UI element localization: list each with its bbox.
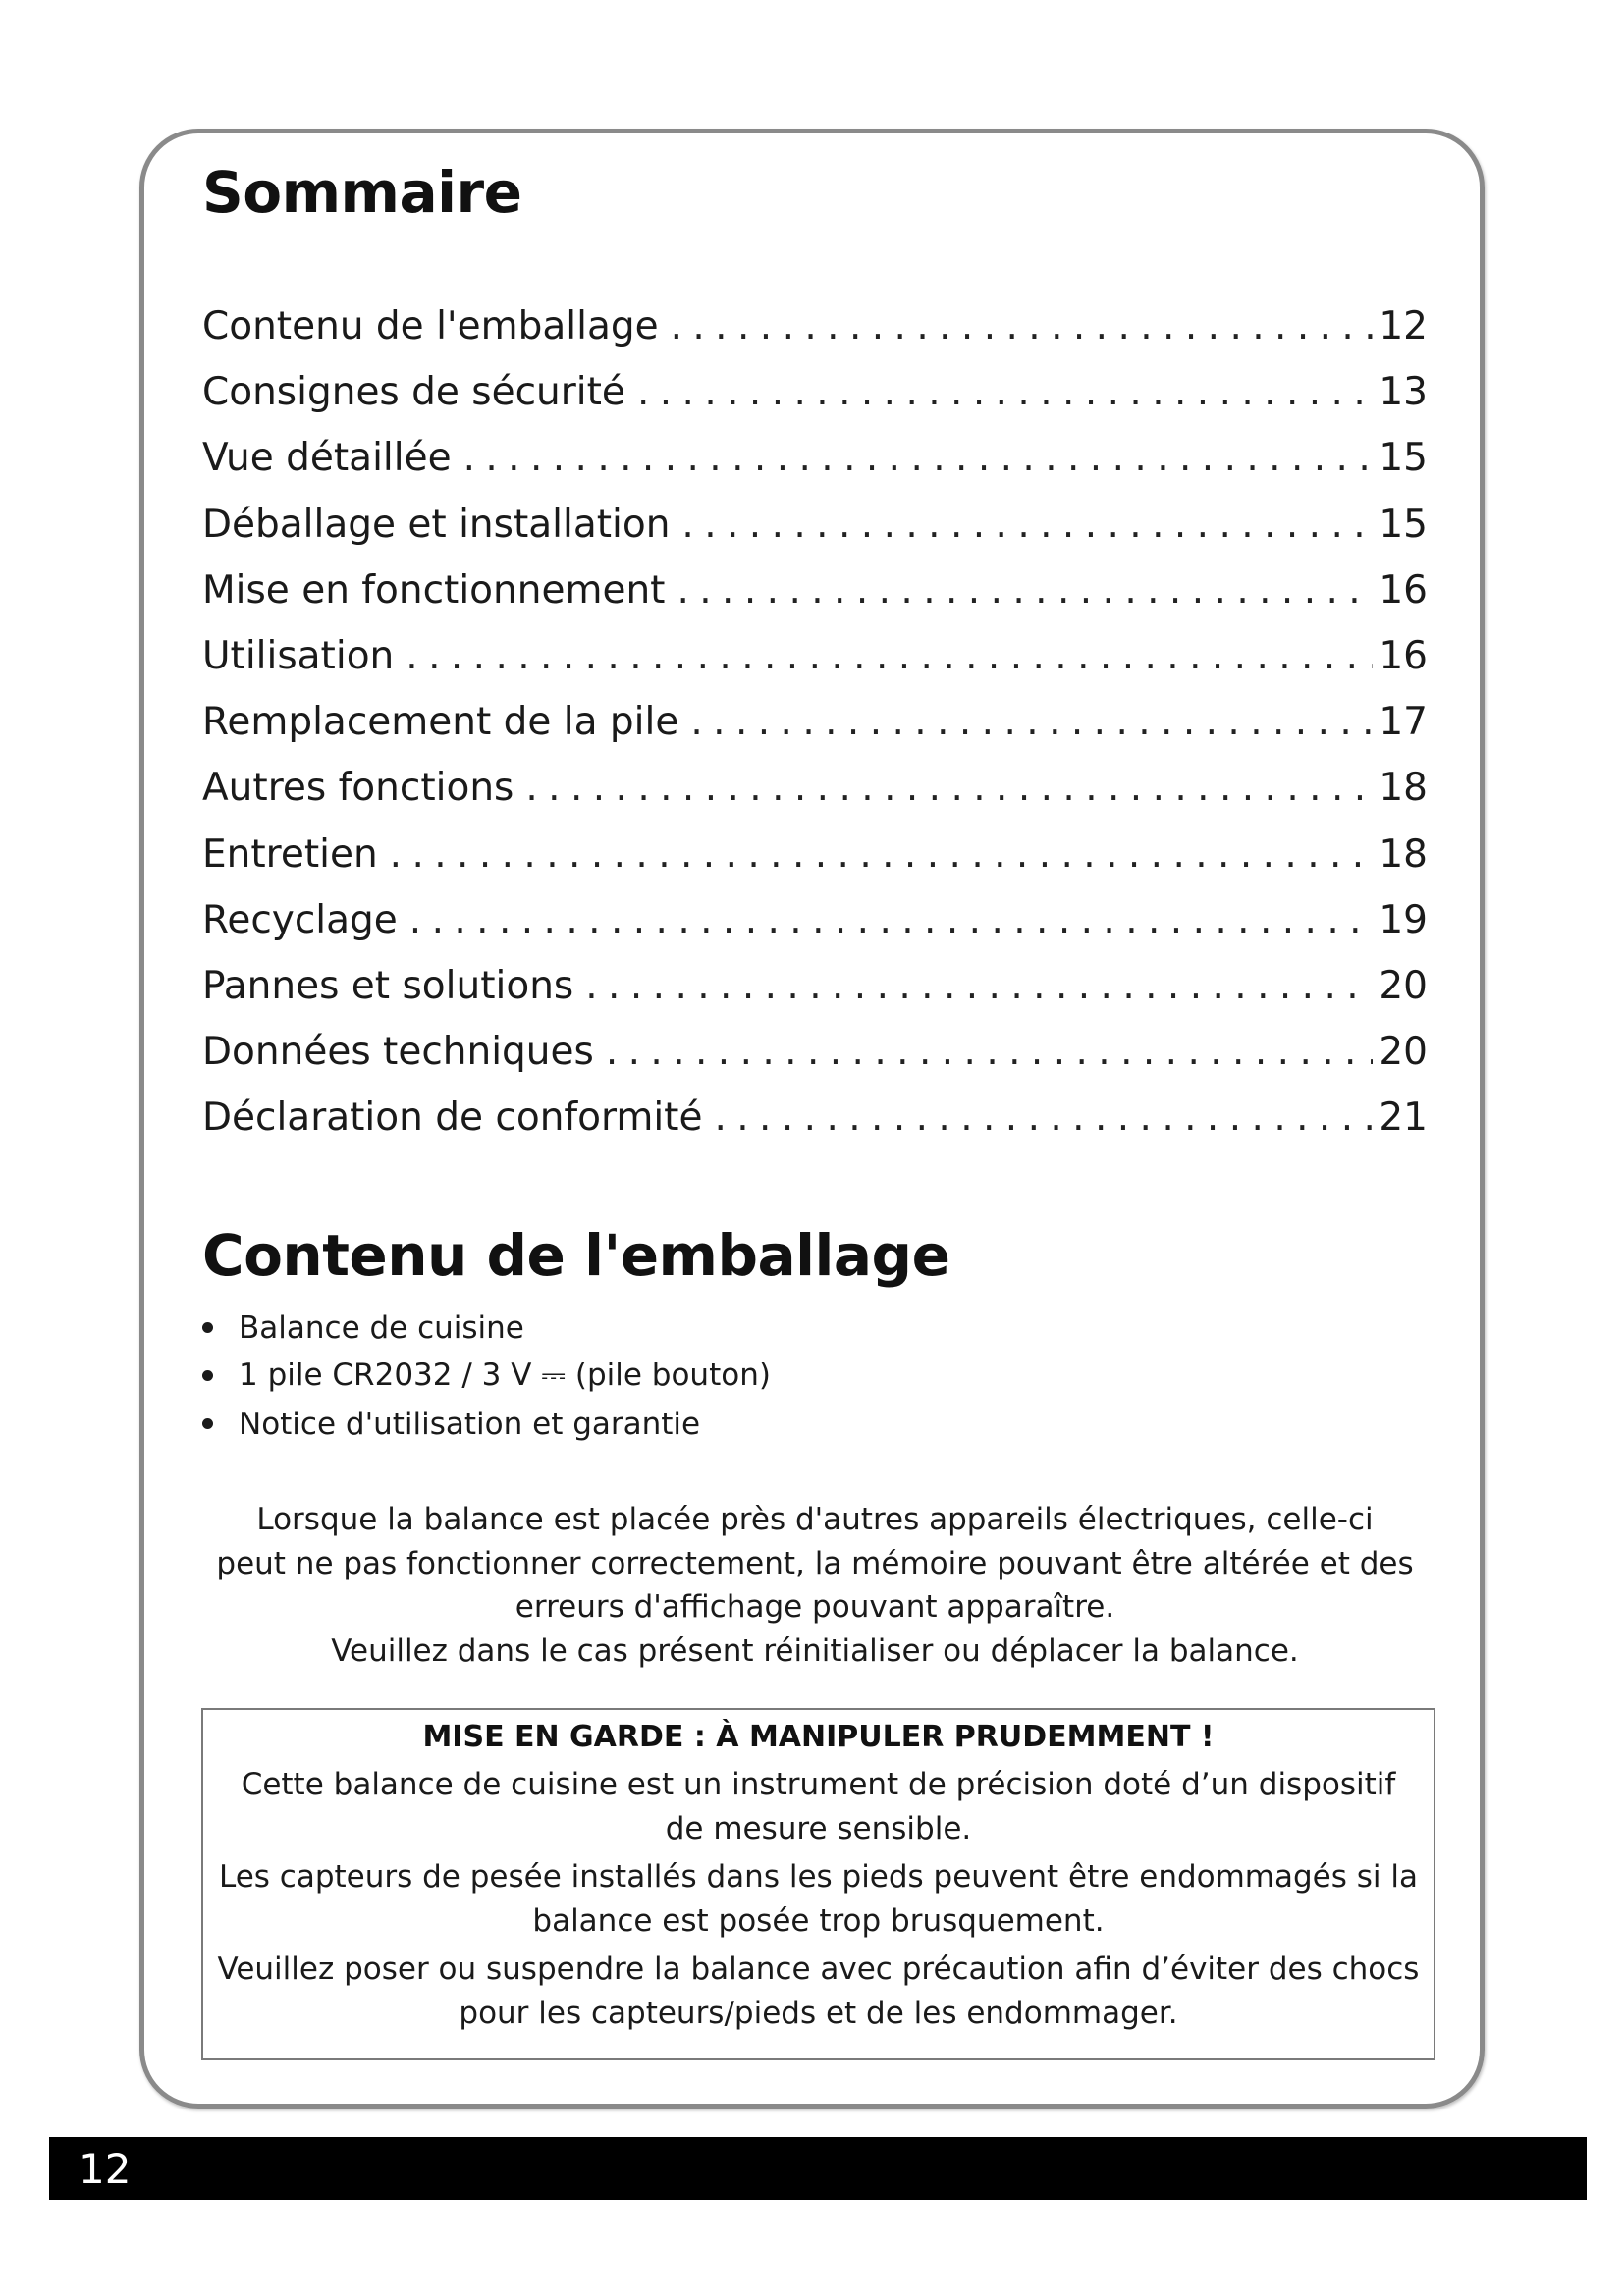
toc-entry-label: Entretien [202,831,378,877]
toc-entry-label: Consignes de sécurité [202,370,625,415]
toc-entry-label: Contenu de l'emballage [202,304,659,348]
note-line: Veuillez dans le cas présent réinitialiser ou déplacer la balance. [331,1632,1299,1669]
list-item-text: Notice d'utilisation et garantie [239,1406,701,1442]
toc-entry-label: Données techniques [202,1030,594,1075]
warning-paragraph [203,1855,1434,1944]
toc-entry-page: 12 [1379,304,1428,348]
toc-leader-dots [681,503,1373,547]
list-item-text: Balance de cuisine [239,1309,524,1346]
toc-entry[interactable] [202,766,1428,831]
toc-entry-label: Recyclage [202,897,398,942]
toc-entry-label: Autres fonctions [202,766,514,811]
toc-leader-dots [406,634,1373,678]
table-of-contents [202,304,1428,1161]
footer-bar [49,2137,1587,2200]
toc-leader-dots [671,304,1374,348]
interference-note [202,1498,1428,1673]
warning-line: balance est posée trop brusquement. [532,1903,1105,1939]
toc-entry-page: 19 [1379,897,1428,942]
toc-leader-dots [390,832,1374,877]
toc-entry-page: 18 [1379,766,1428,811]
toc-entry[interactable] [202,304,1428,370]
list-item [202,1304,771,1352]
warning-title: MISE EN GARDE : À MANIPULER PRUDEMMENT ! [422,1720,1215,1754]
toc-entry-page: 13 [1379,370,1428,415]
toc-entry[interactable] [202,1095,1428,1161]
warning-box [201,1708,1435,2060]
toc-entry-label: Mise en fonctionnement [202,567,666,613]
warning-line: de mesure sensible. [665,1811,972,1846]
package-contents-list [202,1304,771,1448]
toc-entry-page: 21 [1379,1095,1428,1141]
warning-line: Cette balance de cuisine est un instrument de précision doté d’un dispositif [241,1767,1396,1802]
toc-leader-dots [677,568,1373,613]
toc-leader-dots [585,964,1373,1008]
toc-entry-label: Pannes et solutions [202,963,574,1008]
toc-entry-page: 17 [1379,700,1428,745]
note-line: peut ne pas fonctionner correctement, la mémoire pouvant être altérée et des [216,1545,1414,1581]
warning-line: Les capteurs de pesée installés dans les pieds peuvent être endommagés si la [218,1859,1418,1895]
toc-entry-label: Utilisation [202,633,395,678]
toc-entry-page: 20 [1379,1030,1428,1075]
list-item [202,1400,771,1448]
sommaire-title: Sommaire [202,159,522,226]
list-item-text: 1 pile CR2032 / 3 V ⎓ (pile bouton) [239,1358,771,1393]
toc-entry[interactable] [202,700,1428,766]
toc-leader-dots [409,898,1374,942]
contenu-title: Contenu de l'emballage [202,1222,950,1289]
toc-leader-dots [606,1030,1374,1074]
toc-leader-dots [463,436,1374,480]
toc-entry-label: Déballage et installation [202,502,671,547]
toc-leader-dots [714,1095,1373,1140]
toc-entry-page: 20 [1379,963,1428,1008]
toc-leader-dots [637,370,1373,414]
toc-entry-page: 15 [1379,436,1428,481]
toc-entry-page: 16 [1379,567,1428,613]
toc-entry[interactable] [202,370,1428,436]
warning-line: pour les capteurs/pieds et de les endommager. [459,1996,1178,2031]
toc-entry-page: 16 [1379,633,1428,678]
toc-entry-page: 18 [1379,831,1428,877]
toc-entry-label: Déclaration de conformité [202,1095,703,1141]
toc-entry-page: 15 [1379,502,1428,547]
toc-entry[interactable] [202,964,1428,1030]
toc-leader-dots [525,766,1373,810]
bullet-icon [202,1418,213,1429]
toc-entry[interactable] [202,568,1428,634]
note-line: erreurs d'affichage pouvant apparaître. [514,1589,1115,1625]
page-number: 12 [79,2145,132,2193]
toc-entry-label: Vue détaillée [202,436,452,481]
bullet-icon [202,1370,213,1381]
bullet-icon [202,1322,213,1333]
toc-leader-dots [690,700,1373,744]
warning-line: Veuillez poser ou suspendre la balance avec précaution afin d’éviter des chocs [217,1951,1420,1987]
toc-entry[interactable] [202,832,1428,898]
toc-entry-label: Remplacement de la pile [202,700,679,745]
toc-entry[interactable] [202,436,1428,502]
warning-paragraph [203,1948,1434,2036]
list-item [202,1352,771,1400]
toc-entry[interactable] [202,503,1428,568]
warning-paragraph [203,1763,1434,1851]
toc-entry[interactable] [202,898,1428,964]
toc-entry[interactable] [202,1030,1428,1095]
toc-entry[interactable] [202,634,1428,700]
note-line: Lorsque la balance est placée près d'autres appareils électriques, celle-ci [256,1502,1374,1537]
